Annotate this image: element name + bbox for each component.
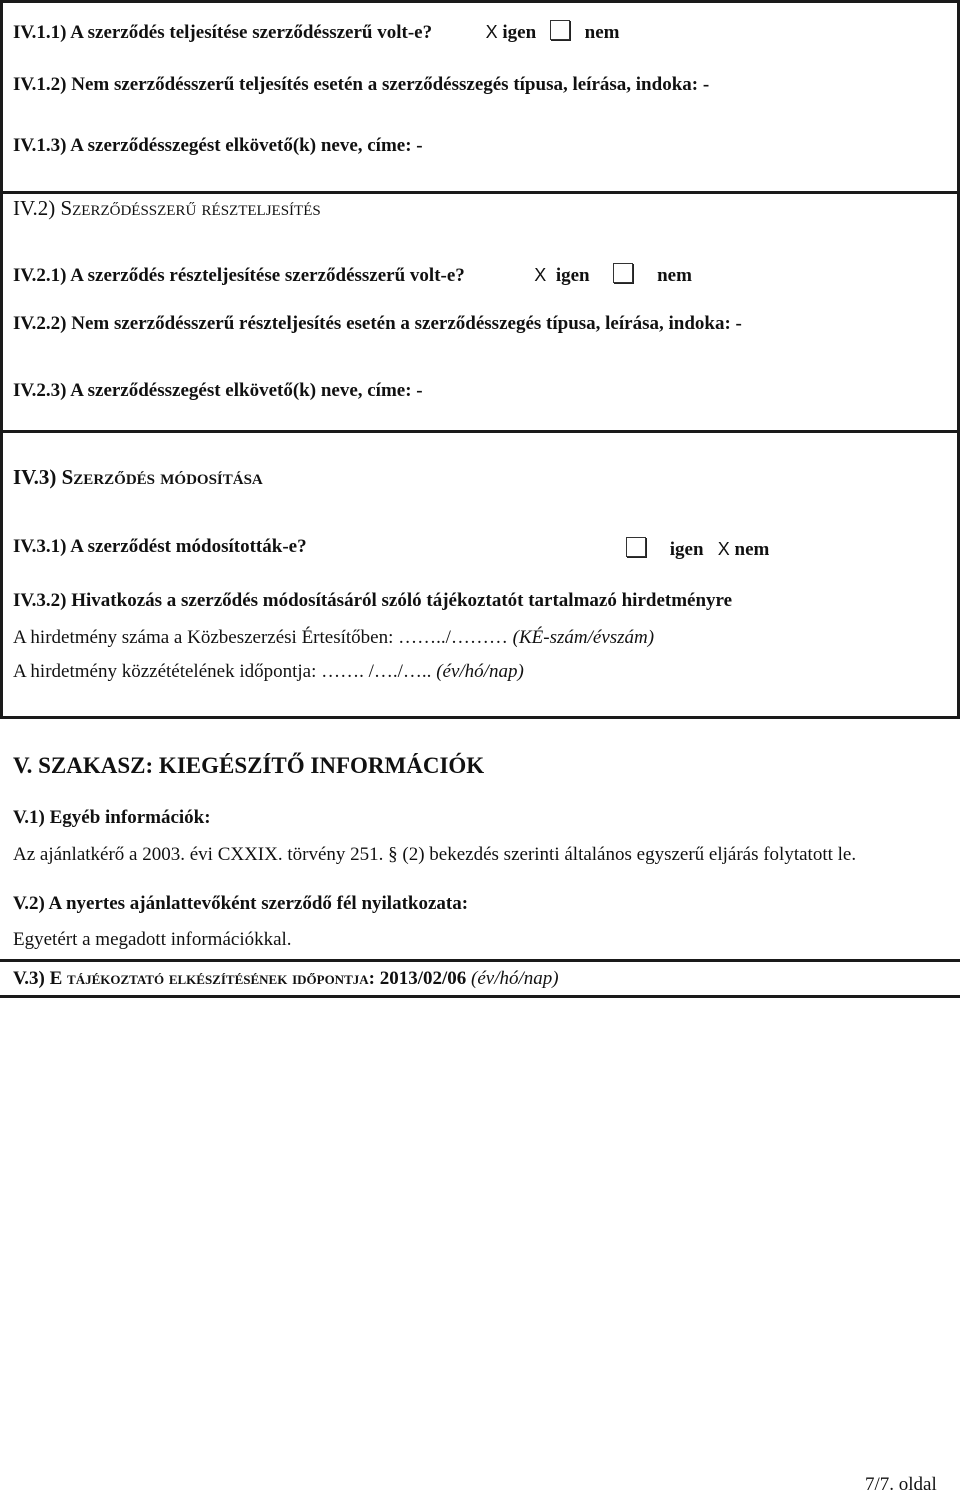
checkbox-no-mark[interactable]: X <box>717 539 730 559</box>
question-iv-2-1 <box>13 263 692 285</box>
question-iv-2-2: IV.2.2) Nem szerződésszerű részteljesítés esetén a szerződésszegés típusa, leírása, indoka: - <box>13 313 742 334</box>
question-iv-1-1 <box>13 20 619 42</box>
notice-date-value: ……. /…./….. <box>321 661 432 682</box>
v2-label: V.2) A nyertes ajánlattevőként szerződő fél nyilatkozata: <box>13 893 469 914</box>
v3-prefix: V.3) <box>13 968 45 989</box>
notice-number-value: ……../……… <box>398 627 508 648</box>
notice-number-label: A hirdetmény száma a Közbeszerzési Értesítőben: <box>13 627 394 648</box>
v2-divider <box>0 959 960 962</box>
v1-label: V.1) Egyéb információk: <box>13 807 211 828</box>
v3-row <box>13 969 559 988</box>
v3-divider <box>0 995 960 998</box>
v3-date: 2013/02/06 <box>379 968 467 989</box>
question-iv-3-1-answers <box>626 537 769 559</box>
question-iv-1-2: IV.1.2) Nem szerződésszerű teljesítés esetén a szerződésszegés típusa, leírása, indoka: - <box>13 74 710 95</box>
checkbox-no[interactable] <box>550 20 570 40</box>
question-label: IV.1.1) A szerződés teljesítése szerződésszerű volt-e? <box>13 22 433 43</box>
notice-date-row <box>13 662 524 681</box>
question-label: IV.2.1) A szerződés részteljesítése szerződésszerű volt-e? <box>13 265 465 286</box>
checkbox-yes-mark[interactable]: X <box>534 265 547 285</box>
v3-hint: (év/hó/nap) <box>471 968 559 989</box>
section-prefix: IV.2) <box>13 196 56 220</box>
section-prefix: IV.3) <box>13 465 57 489</box>
question-iv-3-1-label: IV.3.1) A szerződést módosították-e? <box>13 536 307 557</box>
answer-no-label: nem <box>584 22 620 43</box>
answer-no-label: nem <box>657 265 692 286</box>
notice-date-label: A hirdetmény közzétételének időpontja: <box>13 661 317 682</box>
notice-number-hint: (KÉ-szám/évszám) <box>512 627 655 648</box>
section-title: Szerződés módosítása <box>61 465 263 489</box>
question-iv-1-3: IV.1.3) A szerződésszegést elkövető(k) neve, címe: - <box>13 135 423 156</box>
question-iv-2-3: IV.2.3) A szerződésszegést elkövető(k) neve, címe: - <box>13 380 423 401</box>
answer-no-label: nem <box>734 539 770 560</box>
v3-title: E tájékoztató elkészítésének időpontja: <box>49 968 375 989</box>
v1-text: Az ajánlatkérő a 2003. évi CXXIX. törvény 251. § (2) bekezdés szerinti általános egyszerű eljárás folytatott le. <box>13 844 857 865</box>
section-title: Szerződésszerű részteljesítés <box>60 196 321 220</box>
checkbox-no[interactable] <box>613 263 633 283</box>
question-iv-3-2: IV.3.2) Hivatkozás a szerződés módosításáról szóló tájékoztatót tartalmazó hirdetményre <box>13 590 733 611</box>
answer-yes-label: igen <box>502 22 537 43</box>
answer-yes-label: igen <box>555 265 590 286</box>
notice-date-hint: (év/hó/nap) <box>436 661 524 682</box>
section-heading-iv-2 <box>13 198 321 219</box>
section-v-title: V. SZAKASZ: KIEGÉSZÍTŐ INFORMÁCIÓK <box>13 753 485 778</box>
answer-yes-label: igen <box>669 539 704 560</box>
checkbox-yes[interactable] <box>626 537 646 557</box>
notice-number-row <box>13 628 654 647</box>
page-number: 7/7. oldal <box>865 1474 937 1495</box>
v2-text: Egyetért a megadott információkkal. <box>13 929 292 950</box>
checkbox-yes-mark[interactable]: X <box>485 22 498 42</box>
section-heading-iv-3 <box>13 467 263 488</box>
